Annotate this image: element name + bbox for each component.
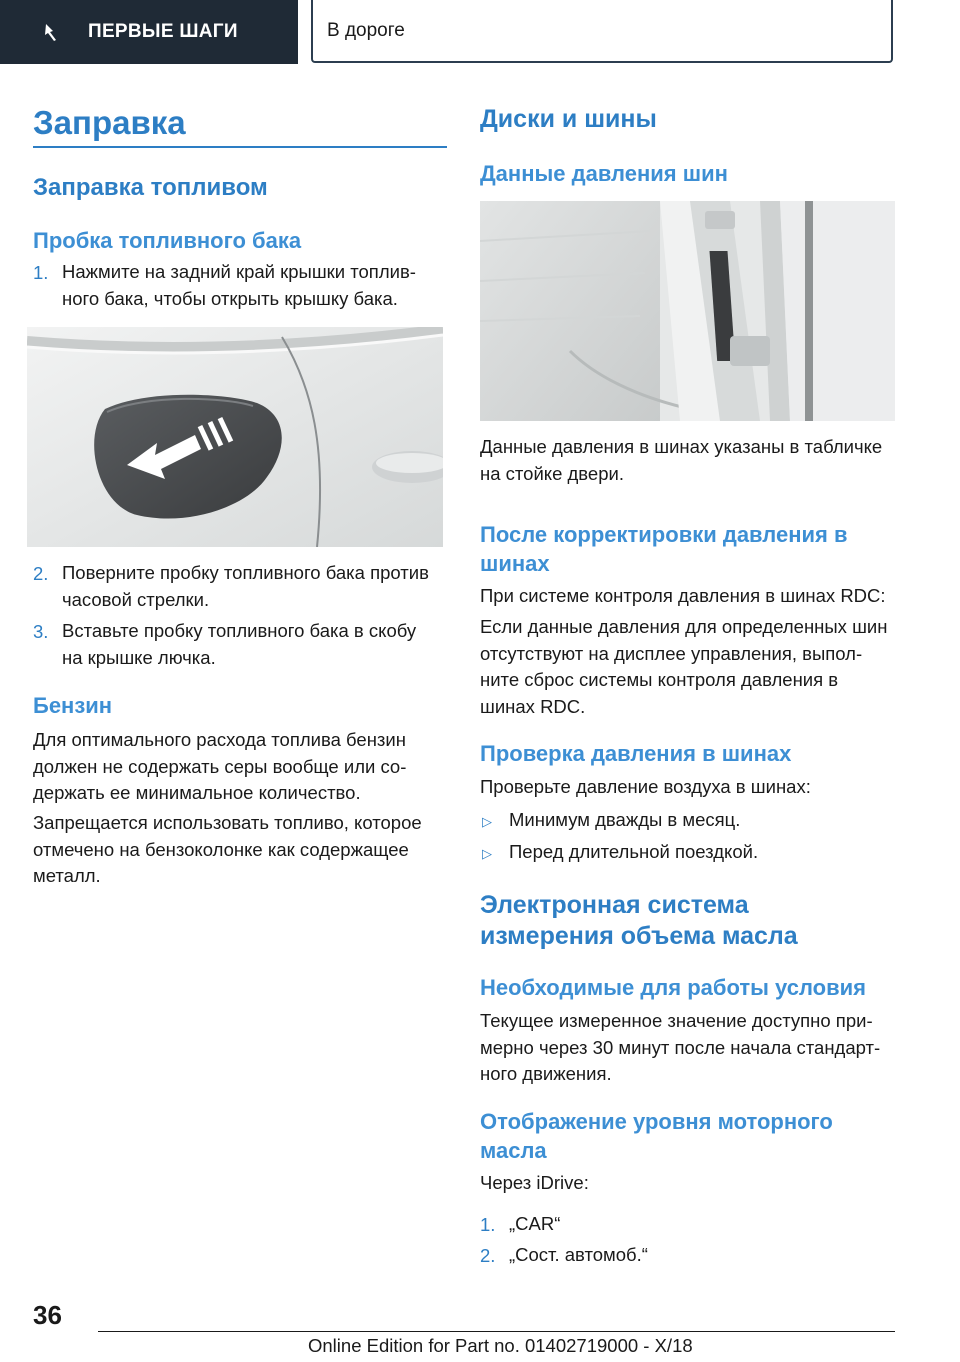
step-number: 2. [33,563,49,584]
conditions-paragraph: Текущее измеренное значение доступно при- мерно через 30 минут после начала стандарт- ного движения. [480,1010,881,1084]
step-text: Нажмите на задний край крышки топлив- ного бака, чтобы открыть крышку бака. [62,261,416,309]
section-label: В дороге [327,20,405,41]
fuel-flap-image [27,327,443,547]
step-number: 1. [480,1214,496,1235]
check-paragraph: Проверьте давление воздуха в шинах: [480,776,811,797]
chapter-tab[interactable] [0,0,298,64]
idrive-step: „CAR“ [509,1213,561,1234]
title-divider [33,146,447,148]
heading-refuel: Заправка топливом [33,174,268,201]
heading-oil-display: Отображение уровня моторного масла [480,1109,833,1163]
chapter-label: ПЕРВЫЕ ШАГИ [88,21,238,42]
footer-divider [98,1331,895,1332]
step-text: Вставьте пробку топливного бака в скобу на крышке лючка. [62,620,417,668]
idrive-step: „Сост. автомоб.“ [509,1244,648,1265]
bullet-triangle-icon: ▷ [482,814,492,829]
heading-after-correction: После корректировки давления в шинах [480,522,848,576]
step-number: 2. [480,1245,496,1266]
rdc-reset-paragraph: Если данные давления для определенных шин отсутствуют на дисплее управления, выпол- ните сброс системы контроля давления в шинах RDC. [480,616,888,717]
rdc-paragraph: При системе контроля давления в шинах RDC: [480,585,886,606]
step-number: 1. [33,262,49,283]
check-item: Перед длительной поездкой. [509,841,759,862]
page-number: 36 [33,1300,62,1330]
check-item: Минимум дважды в месяц. [509,809,741,830]
pressure-caption: Данные давления в шинах указаны в табличке на стойке двери. [480,436,883,484]
step-number: 3. [33,621,49,642]
bullet-triangle-icon: ▷ [482,846,492,861]
heading-pressure-data: Данные давления шин [480,161,728,186]
idrive-paragraph: Через iDrive: [480,1172,589,1193]
page-title: Заправка [33,104,186,141]
petrol-paragraph: Для оптимального расхода топлива бензин должен не содержать серы вообще или со- держать ее минимальное количество. [33,729,407,803]
heading-oil-system: Электронная система измерения объема масла [480,891,798,950]
footer-edition: Online Edition for Part no. 01402719000 - X/18 [308,1335,693,1356]
heading-fuel-cap: Пробка топливного бака [33,228,302,253]
heading-wheels: Диски и шины [480,105,657,133]
petrol-warning-paragraph: Запрещается использовать топливо, которое отмечено на бензоколонке как содержащее металл. [33,812,422,886]
heading-petrol: Бензин [33,693,113,718]
heading-check-pressure: Проверка давления в шинах [480,741,792,766]
step-text: Поверните пробку топливного бака против часовой стрелки. [62,562,429,610]
quick-start-icon [42,20,66,44]
door-pillar-image [480,201,895,421]
heading-conditions: Необходимые для работы условия [480,975,866,1000]
section-tab[interactable] [311,0,893,63]
